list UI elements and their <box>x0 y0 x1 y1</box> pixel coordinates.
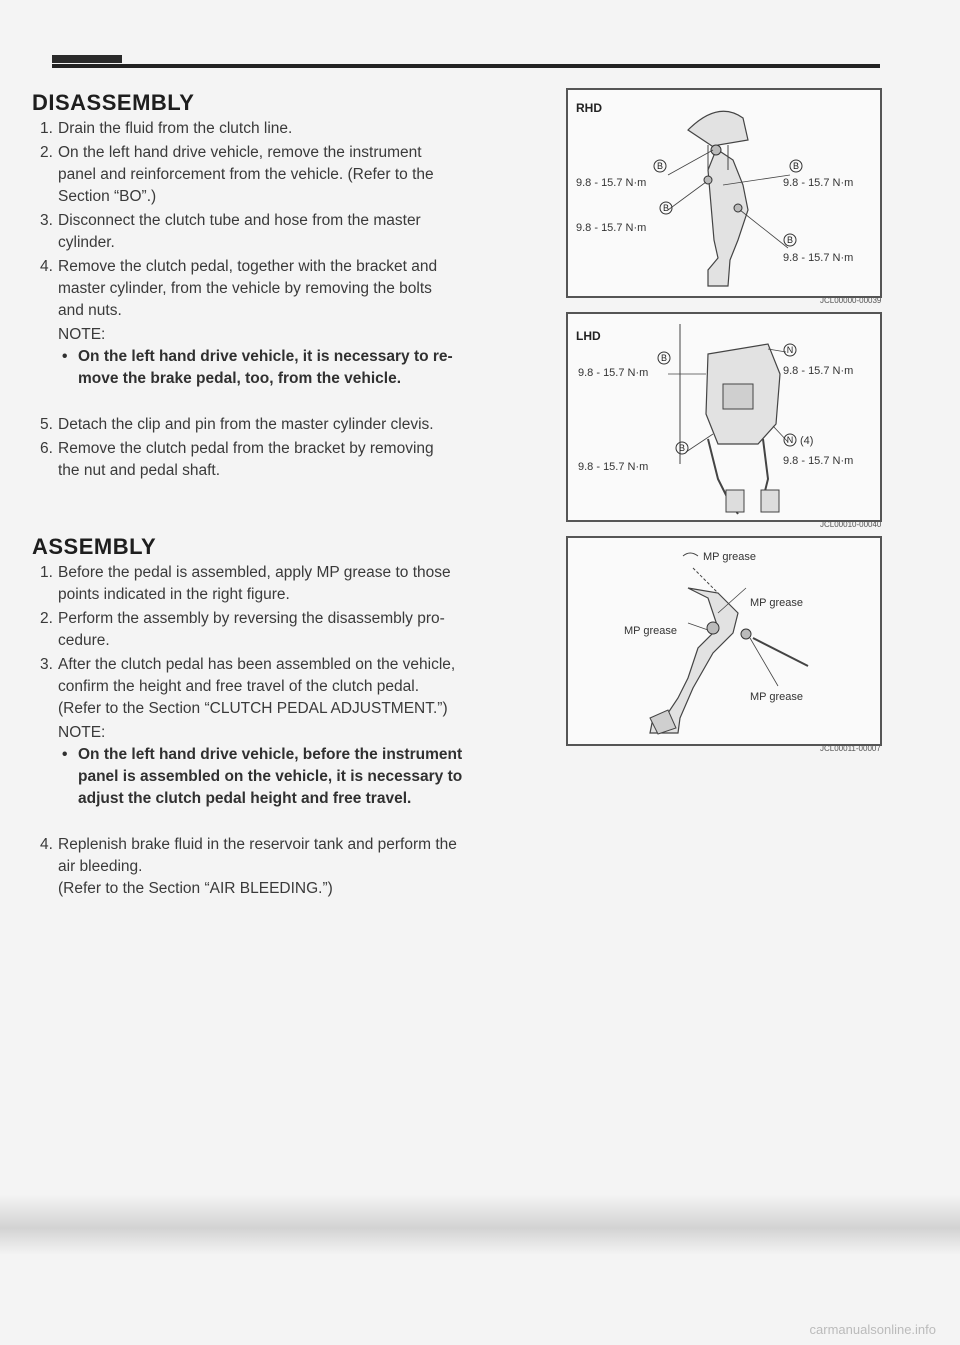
assembly-step: 4. Replenish brake fluid in the reservoir tank and perform the air bleeding. (Refer to the Section “AIR BLEEDING.”) <box>40 836 457 897</box>
assembly-step: 1. Before the pedal is assembled, apply MP grease to those points indicated in the right figure. <box>40 564 451 603</box>
lhd-torque-label: 9.8 - 15.7 N·m <box>578 461 649 473</box>
grease-label: MP grease <box>750 597 803 609</box>
rhd-bolt-marker: B <box>786 235 794 245</box>
lhd-pedal-illustration <box>568 314 880 520</box>
disassembly-step: 4. Remove the clutch pedal, together with the bracket and master cylinder, from the vehicle by removing the bolts and nuts. <box>40 258 438 319</box>
grease-points-illustration <box>568 538 880 744</box>
header-tab-mark <box>52 55 122 63</box>
lhd-bolt-marker: B <box>660 353 668 363</box>
disassembly-step: 6. Remove the clutch pedal from the bracket by removing the nut and pedal shaft. <box>40 440 434 479</box>
lhd-torque-label: 9.8 - 15.7 N·m <box>783 365 854 377</box>
scan-footer-band <box>0 1195 960 1255</box>
rhd-bolt-marker: B <box>656 161 664 171</box>
lhd-nut-marker: N <box>786 435 794 445</box>
lhd-torque-label: 9.8 - 15.7 N·m <box>783 455 854 467</box>
assembly-note: • On the left hand drive vehicle, before the instrument panel is assembled on the vehicle, it is necessary to adjust the clutch pedal height and free travel. <box>58 744 532 810</box>
grease-label: MP grease <box>750 691 803 703</box>
disassembly-note: • On the left hand drive vehicle, it is necessary to re- move the brake pedal, too, from the vehicle. <box>58 346 532 390</box>
figure-rhd <box>566 88 882 298</box>
rhd-torque-label: 9.8 - 15.7 N·m <box>783 177 854 189</box>
figure-lhd <box>566 312 882 522</box>
lhd-label: LHD <box>576 329 601 343</box>
lhd-nut-count: (4) <box>800 435 814 447</box>
disassembly-step: 3. Disconnect the clutch tube and hose from the master cylinder. <box>40 212 421 251</box>
rhd-torque-label: 9.8 - 15.7 N·m <box>576 222 647 234</box>
lhd-torque-label: 9.8 - 15.7 N·m <box>578 367 649 379</box>
rhd-label: RHD <box>576 101 602 115</box>
lhd-figure-code: JCL00010-00040 <box>820 520 882 529</box>
rhd-torque-label: 9.8 - 15.7 N·m <box>576 177 647 189</box>
grease-label: MP grease <box>703 551 756 563</box>
disassembly-step: 1. Drain the fluid from the clutch line. <box>40 120 293 137</box>
disassembly-step: 2. On the left hand drive vehicle, remove the instrument panel and reinforcement from the vehicle. (Refer to the Section “BO”.) <box>40 144 434 205</box>
assembly-title: ASSEMBLY <box>32 534 157 559</box>
assembly-section <box>32 536 532 902</box>
lhd-nut-marker: N <box>786 345 794 355</box>
assembly-step: 3. After the clutch pedal has been assembled on the vehicle, confirm the height and free travel of the clutch pedal. (Refer to the Section “CLUTCH PEDAL ADJUSTMENT.”) <box>40 656 456 717</box>
watermark: carmanualsonline.info <box>809 1322 936 1337</box>
rhd-torque-label: 9.8 - 15.7 N·m <box>783 252 854 264</box>
header-rule <box>52 64 880 68</box>
disassembly-step: 5. Detach the clip and pin from the master cylinder clevis. <box>40 416 434 433</box>
disassembly-section <box>32 92 532 484</box>
figure-grease <box>566 536 882 746</box>
lhd-bolt-marker: B <box>678 443 686 453</box>
assembly-note-label: NOTE: <box>58 724 106 741</box>
rhd-bolt-marker: B <box>792 161 800 171</box>
grease-label: MP grease <box>624 625 677 637</box>
rhd-pedal-illustration <box>568 90 880 296</box>
rhd-bolt-marker: B <box>662 203 670 213</box>
grease-figure-code: JCL00011-00007 <box>820 744 881 753</box>
rhd-figure-code: JCL00000-00039 <box>820 296 882 305</box>
assembly-step: 2. Perform the assembly by reversing the disassembly pro- cedure. <box>40 610 445 649</box>
disassembly-title: DISASSEMBLY <box>32 90 195 115</box>
disassembly-note-label: NOTE: <box>58 326 106 343</box>
